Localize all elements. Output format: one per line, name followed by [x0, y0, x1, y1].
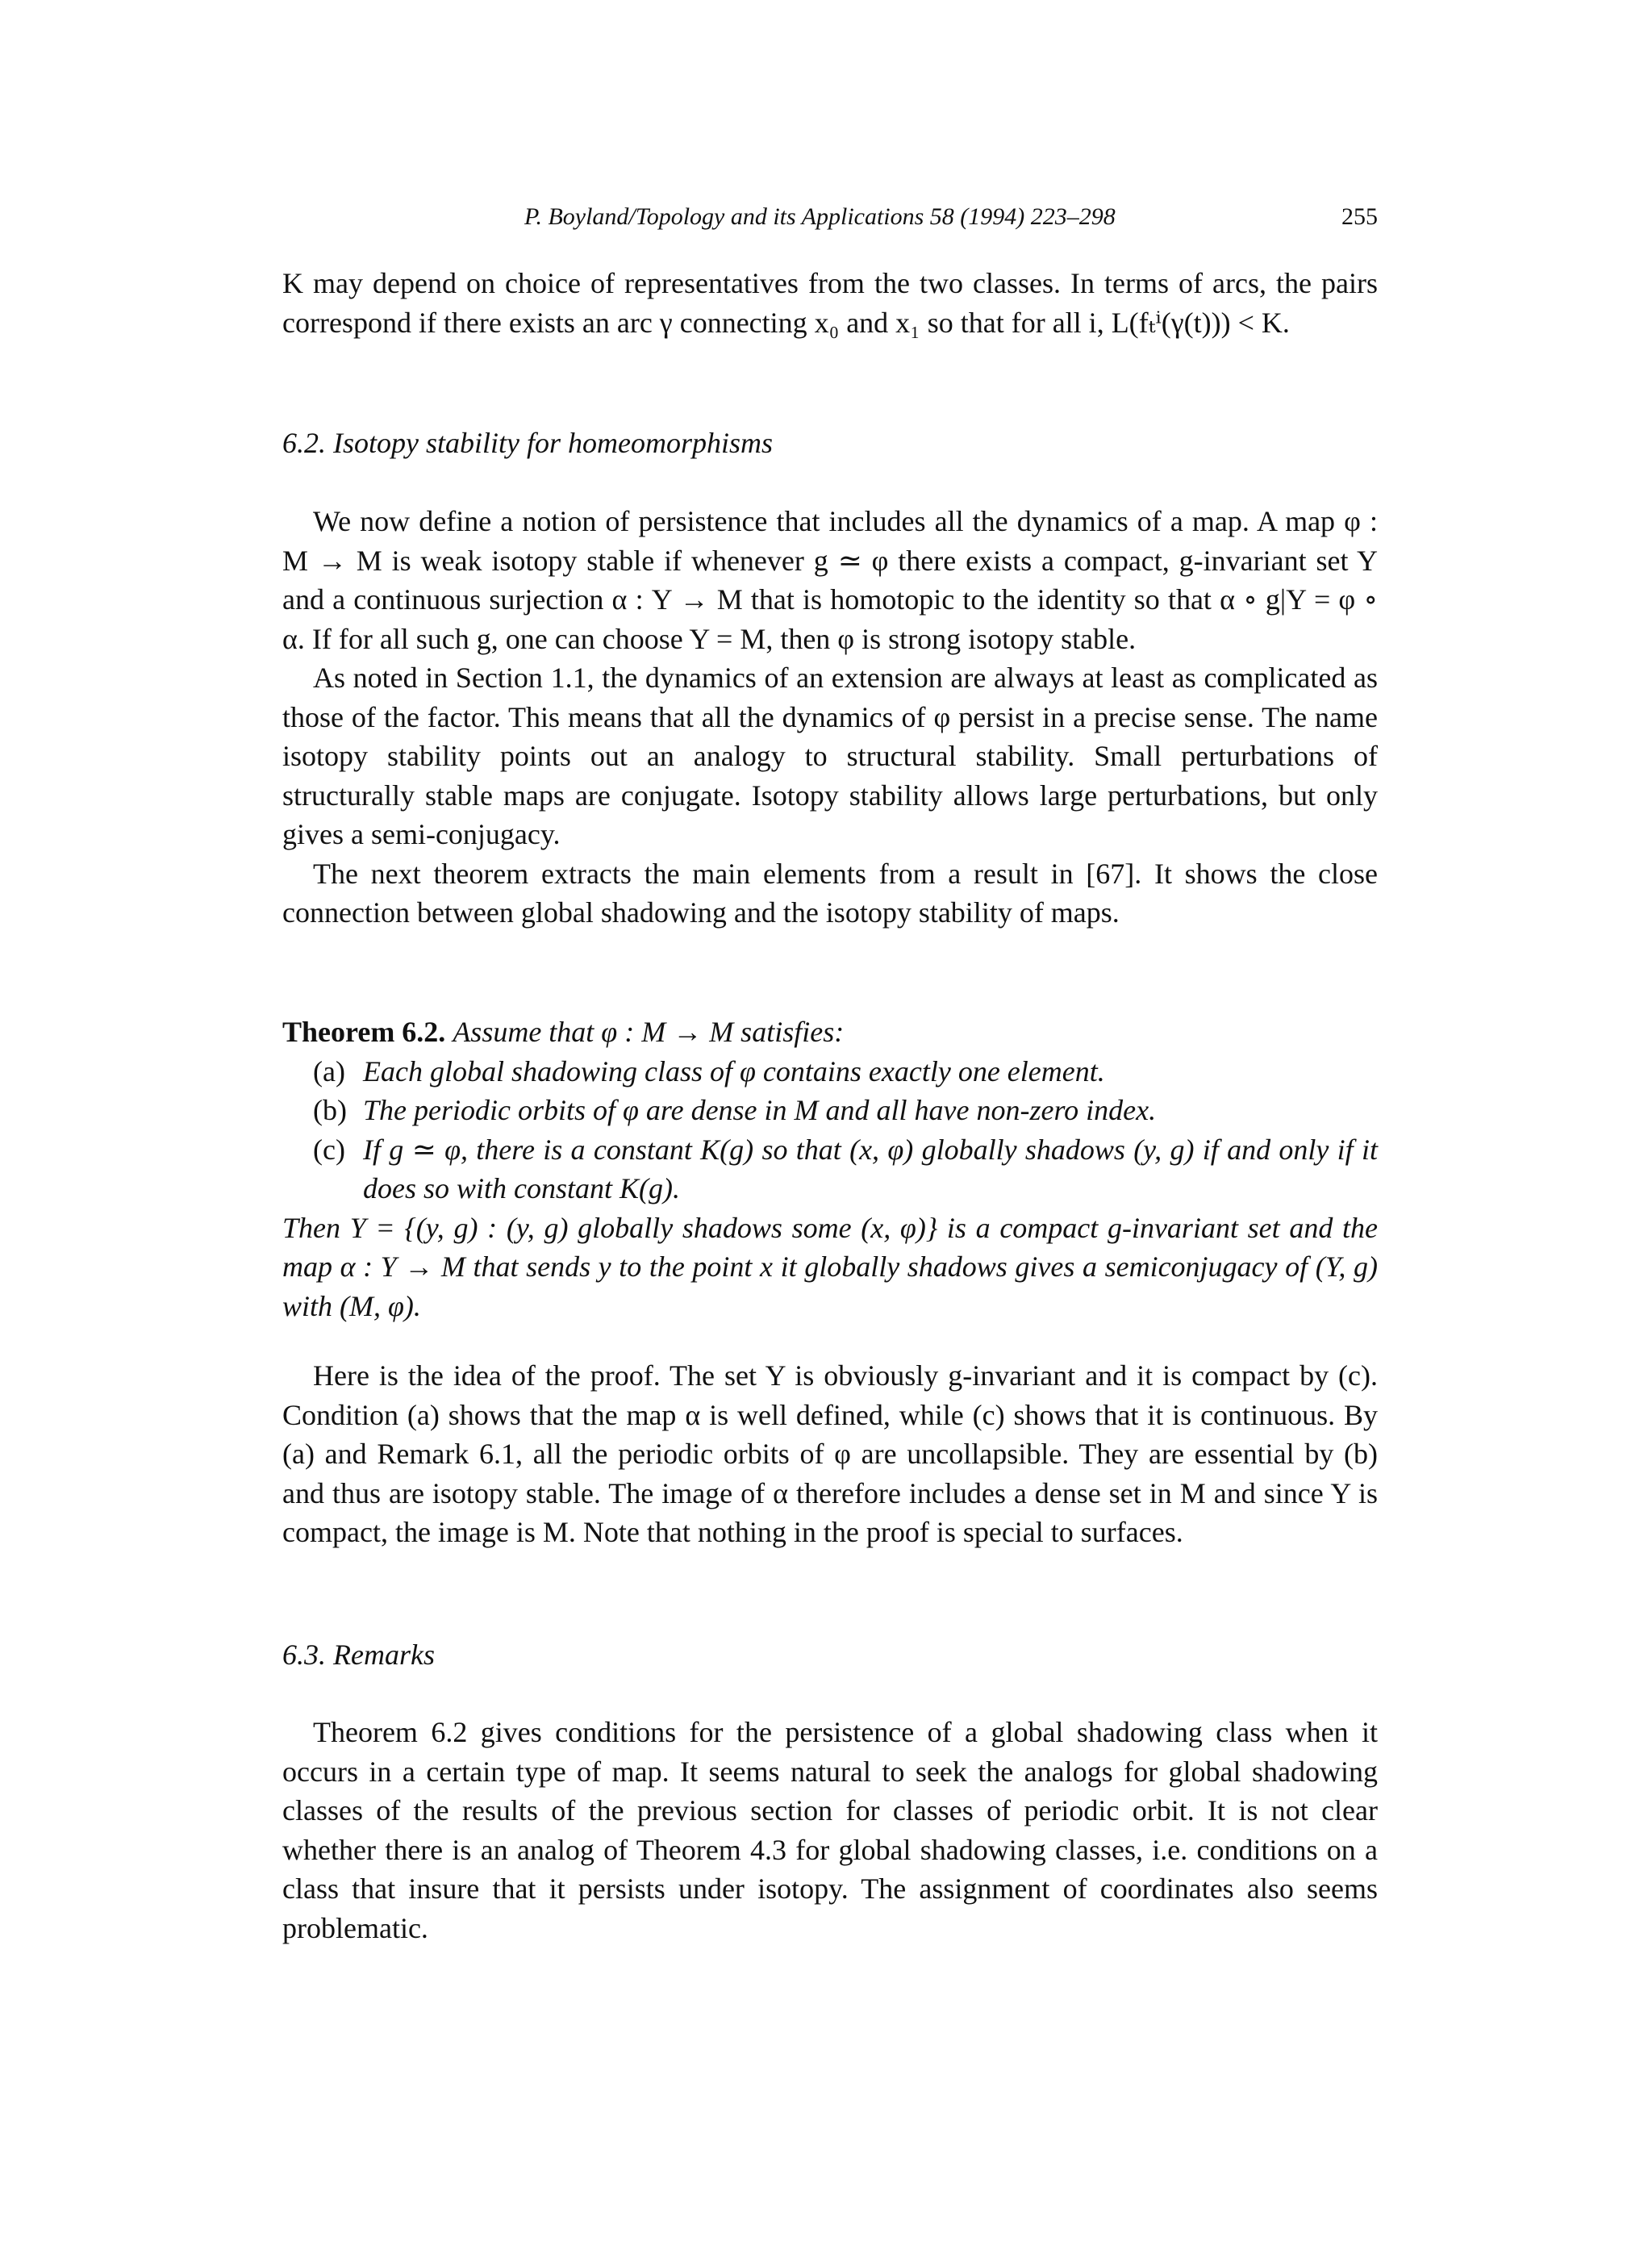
- section-6-3-body: [282, 1713, 1378, 1948]
- item-text: The periodic orbits of φ are dense in M and all have non-zero index.: [363, 1094, 1157, 1126]
- section-heading-6-2: 6.2. Isotopy stability for homeomorphisms: [282, 427, 773, 459]
- theorem-item-b: [282, 1091, 1378, 1130]
- paragraph-extension-dynamics: As noted in Section 1.1, the dynamics of an extension are always at least as complicated as those of the factor. This means that all the dynamics of φ persist in a precise sense. The name isotopy stability points out an analogy to structural stability. Small perturbations of structurally stable maps are conjugate. Isotopy stability allows large perturbations, but only gives a semi-conjugacy.: [282, 662, 1378, 850]
- theorem-6-2: [282, 1012, 1378, 1325]
- running-head: [282, 203, 1378, 236]
- section-6-3: [282, 1638, 1378, 1672]
- theorem-item-a: [282, 1052, 1378, 1092]
- theorem-intro: Assume that φ : M → M satisfies:: [453, 1016, 845, 1048]
- section-6-2: [282, 426, 1378, 460]
- theorem-title: Theorem 6.2.: [282, 1016, 446, 1048]
- item-label: (b): [313, 1094, 347, 1126]
- journal-citation: P. Boyland/Topology and its Applications 58 (1994) 223–298: [524, 203, 1116, 230]
- intro-paragraph: K may depend on choice of representatives from the two classes. In terms of arcs, the pairs correspond if there exists an arc γ connecting x₀ and x₁ so that for all i, L(fₜⁱ(γ(t))) < K.: [282, 267, 1378, 339]
- theorem-item-c: [282, 1130, 1378, 1209]
- section-6-2-body: [282, 502, 1378, 933]
- page-number: 255: [1341, 203, 1378, 230]
- theorem-statement: [282, 1012, 1378, 1052]
- proof-idea-block: [282, 1356, 1378, 1552]
- item-label: (a): [313, 1054, 345, 1088]
- paragraph-proof-idea: Here is the idea of the proof. The set Y is obviously g-invariant and it is compact by (c). Condition (a) shows that the map α is well defined, while (c) shows that it is continuous. By (a) and Remark 6.1, all the periodic orbits of φ are uncollapsible. They are essential by (b) and thus are isotopy stable. The image of α therefore includes a dense set in M and since Y is compact, the image is M. Note that nothing in the proof is special to surfaces.: [282, 1359, 1378, 1548]
- theorem-conclusion: Then Y = {(y, g) : (y, g) globally shadows some (x, φ)} is a compact g-invariant set and the map α : Y → M that sends y to the point x it globally shadows gives a semiconjugacy of (Y, g) with (M, φ).: [282, 1211, 1378, 1322]
- intro-paragraph-block: [282, 264, 1378, 342]
- paragraph-isotopy-definition: We now define a notion of persistence that includes all the dynamics of a map. A map φ : M → M is weak isotopy stable if whenever g ≃ φ there exists a compact, g-invariant set Y and a continuous surjection α : Y → M that is homotopic to the identity so that α ∘ g|Y = φ ∘ α. If for all such g, one can choose Y = M, then φ is strong isotopy stable.: [282, 505, 1378, 655]
- item-label: (c): [313, 1133, 345, 1166]
- paragraph-next-theorem: The next theorem extracts the main elements from a result in [67]. It shows the close connection between global shadowing and the isotopy stability of maps.: [282, 857, 1378, 929]
- item-text: If g ≃ φ, there is a constant K(g) so that (x, φ) globally shadows (y, g) if and only if it does so with constant K(g).: [363, 1133, 1378, 1204]
- section-heading-6-3: 6.3. Remarks: [282, 1639, 435, 1671]
- item-text: Each global shadowing class of φ contains exactly one element.: [363, 1054, 1105, 1088]
- paragraph-remarks: Theorem 6.2 gives conditions for the persistence of a global shadowing class when it occurs in a certain type of map. It seems natural to seek the analogs for global shadowing classes of the results of the previous section for classes of periodic orbit. It is not clear whether there is an analog of Theorem 4.3 for global shadowing classes, i.e. conditions on a class that insure that it persists under isotopy. The assignment of coordinates also seems problematic.: [282, 1716, 1378, 1944]
